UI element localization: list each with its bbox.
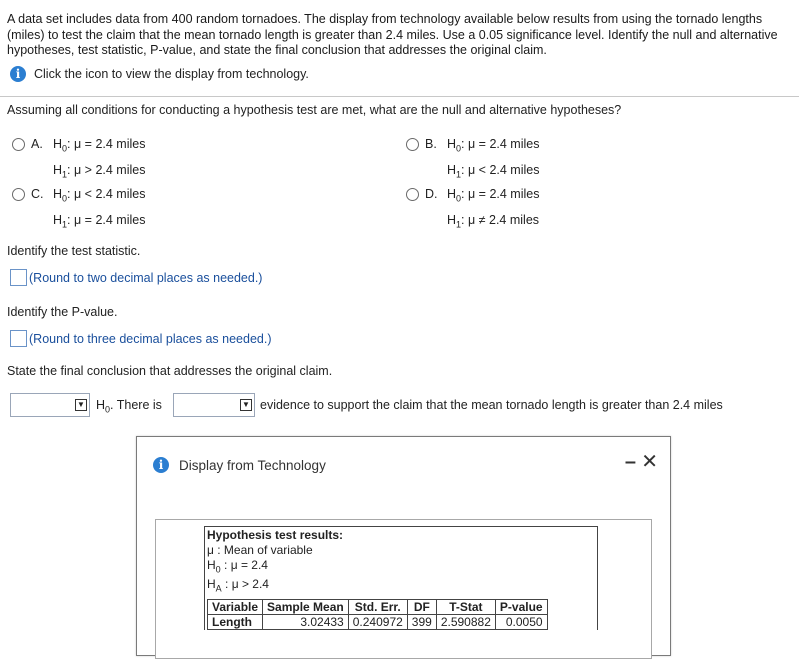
option-letter: B. [425, 137, 437, 151]
column-header: Sample Mean [263, 599, 349, 614]
cell-t-stat: 2.590882 [436, 614, 495, 629]
dialog-title: Display from Technology [179, 457, 326, 473]
test-stat-note: (Round to two decimal places as needed.) [29, 270, 263, 285]
option-d-hypotheses: $H_0$: μ = 2.4 miles $H_1$: μ ≠ 2.4 miles [447, 187, 540, 229]
option-c-hypotheses: $H_0$: μ < 2.4 miles $H_1$: μ = 2.4 miles [53, 187, 146, 229]
option-c-h0: : μ < 2.4 miles [67, 187, 146, 201]
chevron-down-icon[interactable]: ▼ [240, 399, 252, 411]
dialog-header [153, 457, 326, 473]
option-b-hypotheses: $H_0$: μ = 2.4 miles $H_1$: μ < 2.4 miles [447, 137, 540, 179]
option-c-h1: : μ = 2.4 miles [67, 212, 146, 227]
p-value-row [10, 330, 272, 347]
cell-sample-mean: 3.02433 [263, 614, 349, 629]
option-b-h1: : μ < 2.4 miles [461, 162, 540, 177]
p-value-note: (Round to three decimal places as needed.) [29, 331, 272, 346]
table-row [208, 614, 548, 629]
option-letter: A. [31, 137, 43, 151]
column-header: Variable [208, 599, 263, 614]
option-a-h1: : μ > 2.4 miles [67, 162, 146, 177]
column-header: Std. Err. [348, 599, 407, 614]
ha-line-text: : μ > 2.4 [221, 577, 269, 592]
column-header: T-Stat [436, 599, 495, 614]
output-panel [155, 519, 652, 659]
option-b-h0: : μ = 2.4 miles [461, 137, 540, 151]
conclusion-h0-text: $H_0$. There is [96, 398, 162, 415]
ha-line: $H_A$ : μ > 2.4 [207, 577, 269, 594]
column-header: P-value [495, 599, 547, 614]
divider [0, 96, 799, 97]
mu-line: μ : Mean of variable [207, 543, 313, 557]
cell-p-value: 0.0050 [495, 614, 547, 629]
info-link[interactable] [10, 66, 309, 82]
radio-a[interactable] [12, 138, 25, 151]
column-header: DF [407, 599, 436, 614]
radio-c[interactable] [12, 188, 25, 201]
option-b[interactable] [406, 137, 539, 181]
option-letter: C. [31, 187, 44, 201]
hypotheses-question: Assuming all conditions for conducting a hypothesis test are met, what are the null and alternative hypotheses? [7, 103, 622, 117]
results-table [207, 599, 548, 630]
evidence-select[interactable] [173, 393, 255, 417]
info-icon[interactable]: i [10, 66, 26, 82]
option-letter: D. [425, 187, 438, 201]
conclusion-label: State the final conclusion that addresses the original claim. [7, 364, 333, 378]
results-header-row [208, 599, 548, 614]
cell-variable: Length [208, 614, 263, 629]
radio-b[interactable] [406, 138, 419, 151]
problem-statement: A data set includes data from 400 random tornadoes. The display from technology available below results from using the tornado lengths (miles) to test the claim that the mean tornado length is greater than 2.4 miles. Use a 0.05 significance level. Identify the null and alternative hypotheses, test statistic, P-value, and state the final conclusion that addresses the original claim. [7, 12, 778, 57]
info-link-text[interactable]: Click the icon to view the display from technology. [34, 67, 309, 81]
option-d-h0: : μ = 2.4 miles [461, 187, 540, 201]
option-c[interactable] [12, 187, 145, 231]
info-icon: i [153, 457, 169, 473]
test-stat-row [10, 269, 262, 286]
cell-df: 399 [407, 614, 436, 629]
p-value-input[interactable] [10, 330, 27, 347]
option-a-hypotheses: $H_0$: μ = 2.4 miles $H_1$: μ > 2.4 miles [53, 137, 146, 179]
hypothesis-results [204, 526, 598, 630]
test-stat-input[interactable] [10, 269, 27, 286]
conclusion-tail-text: evidence to support the claim that the mean tornado length is greater than 2.4 miles [260, 398, 723, 412]
option-a-h0: : μ = 2.4 miles [67, 137, 146, 151]
decision-select[interactable] [10, 393, 90, 417]
technology-dialog [136, 436, 671, 656]
option-a[interactable] [12, 137, 145, 181]
p-value-label: Identify the P-value. [7, 305, 118, 319]
conclusion-h0-suffix: . There is [110, 398, 162, 412]
close-button[interactable]: ✕ [641, 449, 658, 473]
test-stat-label: Identify the test statistic. [7, 244, 141, 258]
option-d-h1: : μ ≠ 2.4 miles [461, 212, 540, 227]
h0-line-text: : μ = 2.4 [220, 558, 268, 572]
radio-d[interactable] [406, 188, 419, 201]
results-heading: Hypothesis test results: [207, 528, 344, 542]
option-d[interactable] [406, 187, 539, 231]
minimize-button[interactable]: – [624, 451, 636, 473]
cell-std-err: 0.240972 [348, 614, 407, 629]
h0-line: $H_0$ : μ = 2.4 [207, 558, 268, 575]
chevron-down-icon[interactable]: ▼ [75, 399, 87, 411]
